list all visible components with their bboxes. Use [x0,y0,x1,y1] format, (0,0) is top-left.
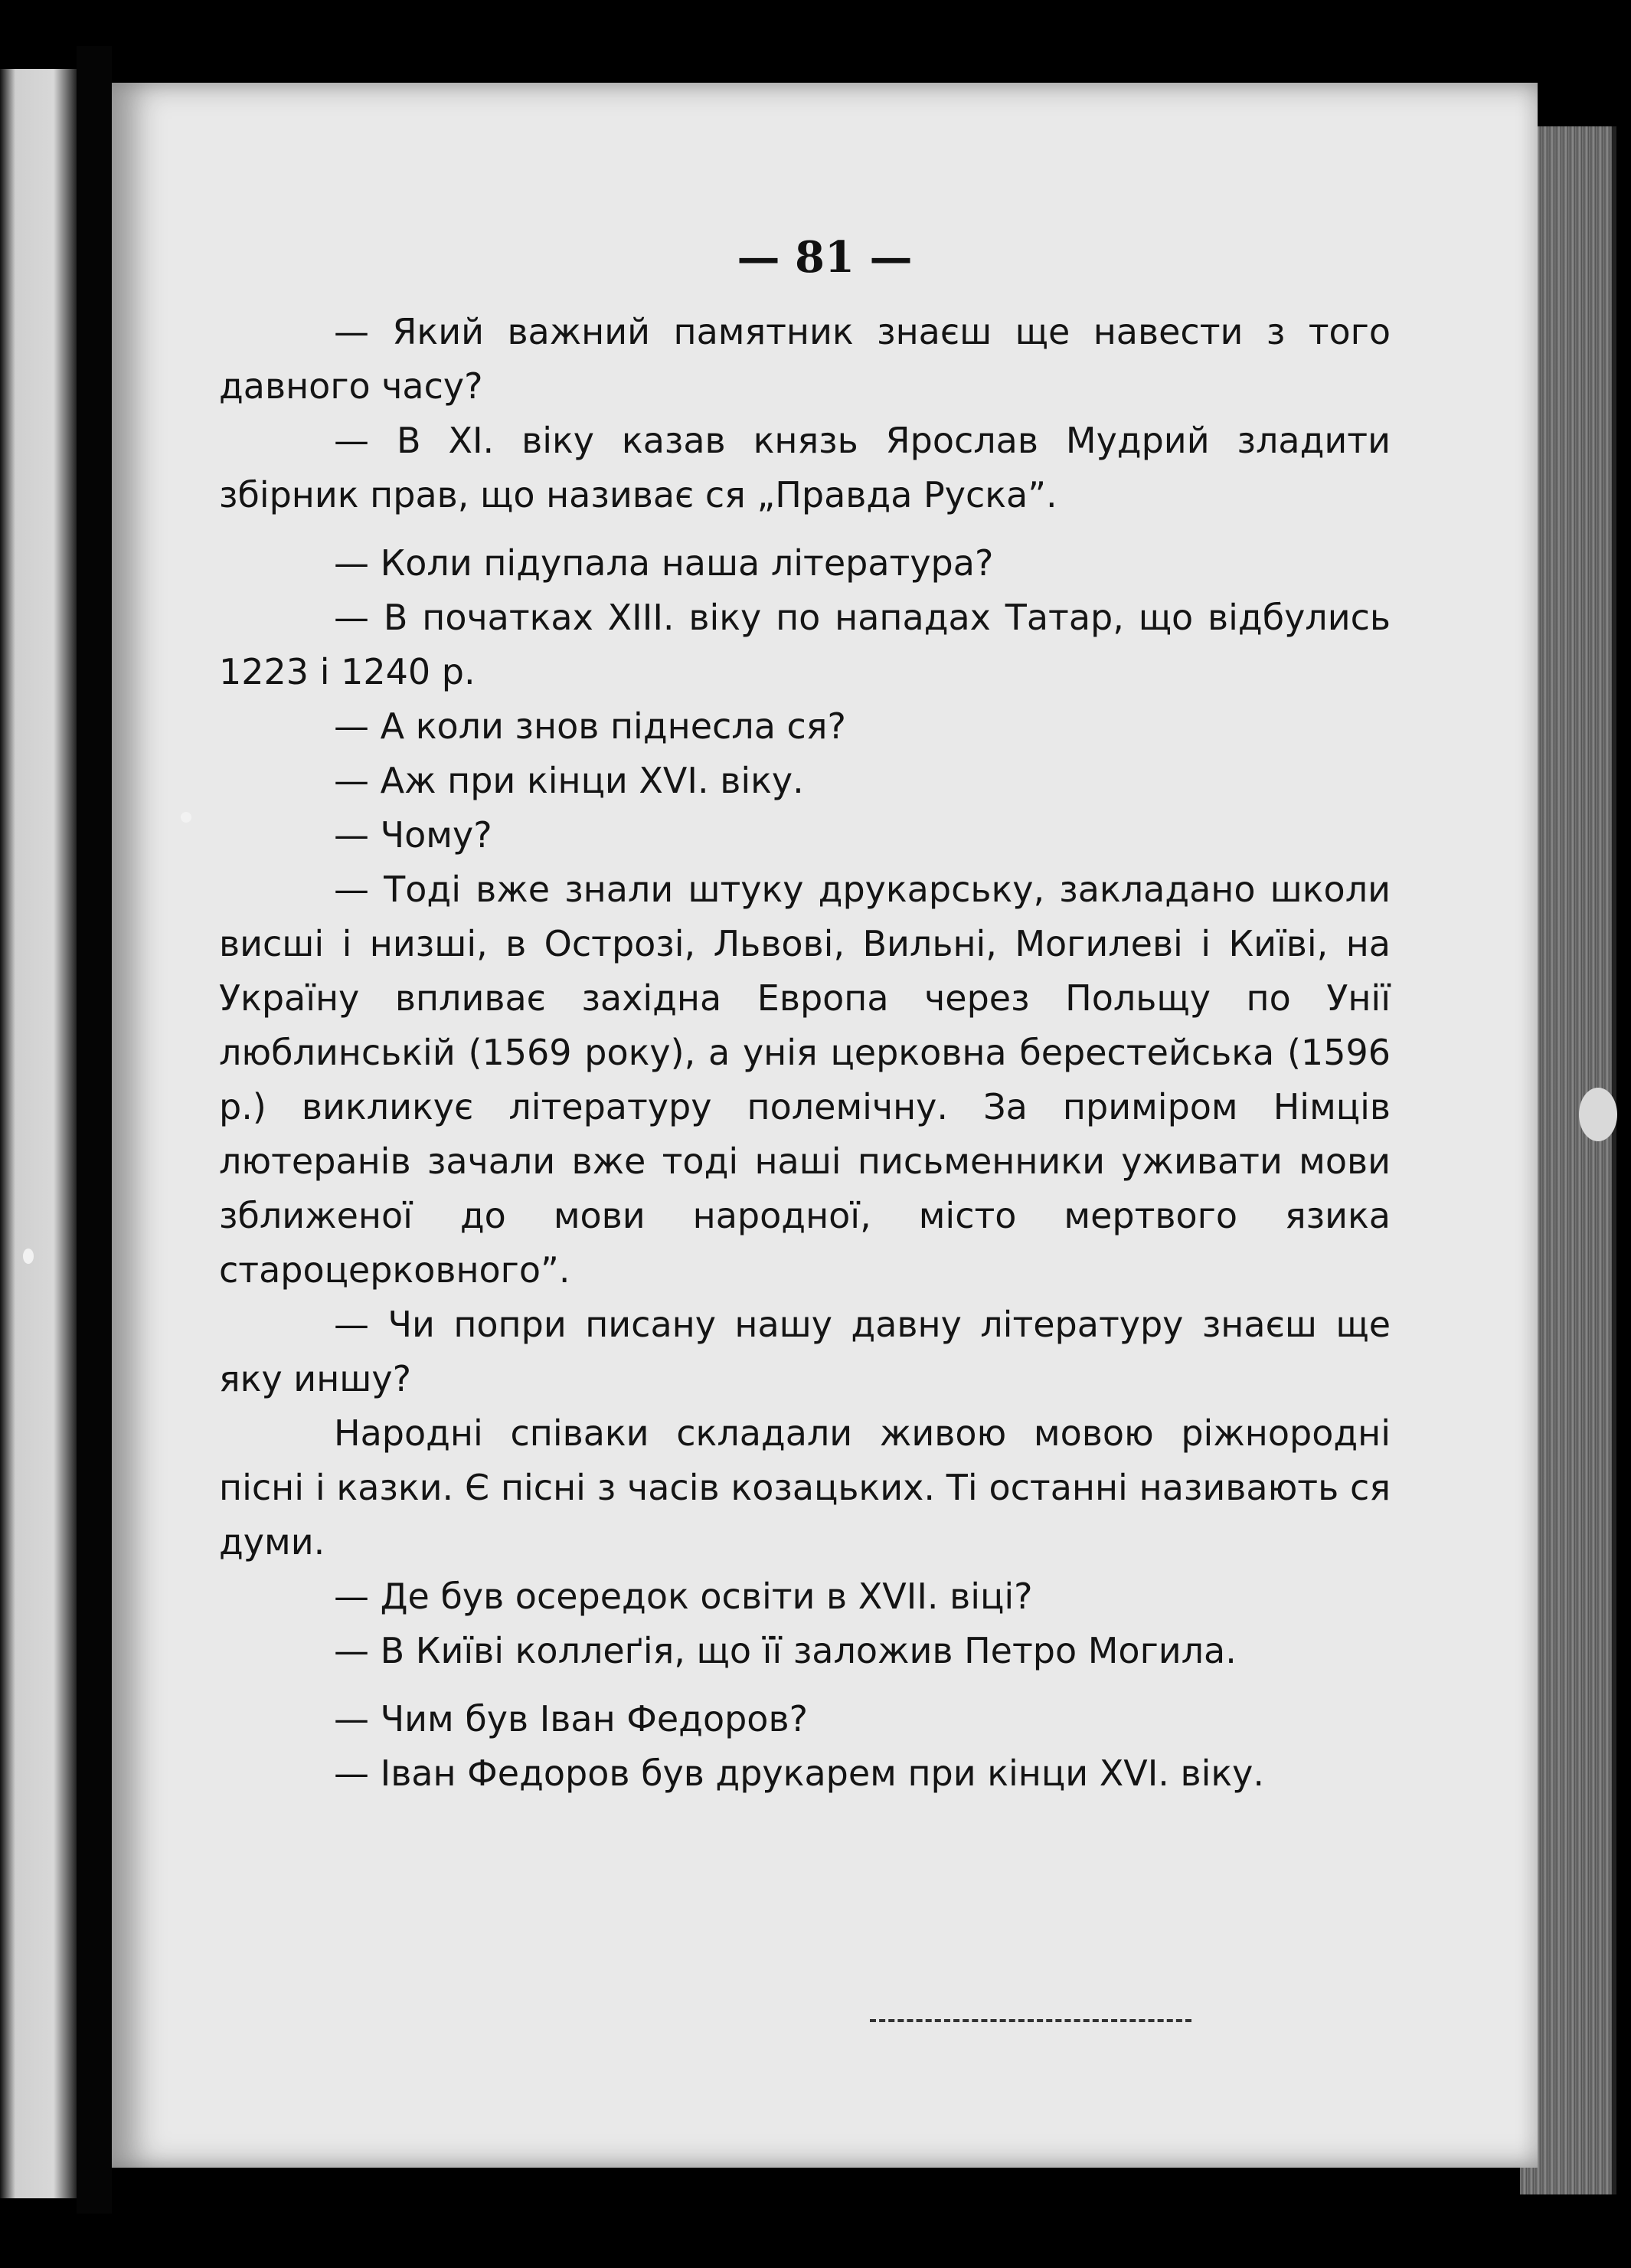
page-text [219,305,1391,1801]
paragraph: — В початках XIII. віку по нападах Татар, що відбулись 1223 і 1240 р. [219,597,1391,692]
paragraph: — Коли підупала наша література? [334,542,994,584]
dust-speck [1579,1088,1617,1141]
paragraph: — Який важний памятник знаєш ще навести з того давного часу? [219,311,1391,407]
paragraph: — Чи попри писану нашу давну літературу знаєш ще яку иншу? [219,1304,1391,1399]
paragraph: — Де був осередок освіти в XVII. віці? [334,1576,1033,1617]
dust-speck [23,1249,34,1264]
paragraph: — Аж при кінци XVI. віку. [334,760,804,801]
book-gutter [77,46,112,2214]
closing-rule [870,2019,1191,2022]
book-page [112,83,1538,2168]
paragraph: — Іван Федоров був друкарем при кінци XVI. віку. [334,1753,1265,1794]
paragraph: — В Київі коллеґія, що її заложив Петро Могила. [334,1630,1237,1671]
paragraph: Народні співаки складали живою мовою ріжнородні пісні і казки. Є пісні з часів козацьких. Ті останні називають ся думи. [219,1412,1391,1563]
paragraph: — Чому? [334,814,492,856]
left-page-edge [0,69,77,2198]
dust-speck [181,812,191,823]
paragraph: — А коли знов піднесла ся? [334,705,846,747]
page-number: — 81 — [737,232,913,283]
paragraph: — В XI. віку казав князь Ярослав Мудрий зладити збірник прав, що називає ся „Правда Руска”. [219,420,1391,515]
paragraph: — Чим був Іван Федоров? [334,1698,808,1739]
paragraph: — Тоді вже знали штуку друкарську, закладано школи висші і низші, в Острозі, Львові, Вильні, Могилеві і Київі, на Україну впливає західна Европа через Польщу по Унії люблинській (1569 року), а унія церковна берестейська (1596 р.) викликує літературу полемічну. За приміром Німців лютеранів зачали вже тоді наші письменники уживати мови зближеної до мови народної, місто мертвого язика староцерковного”. [219,869,1391,1291]
